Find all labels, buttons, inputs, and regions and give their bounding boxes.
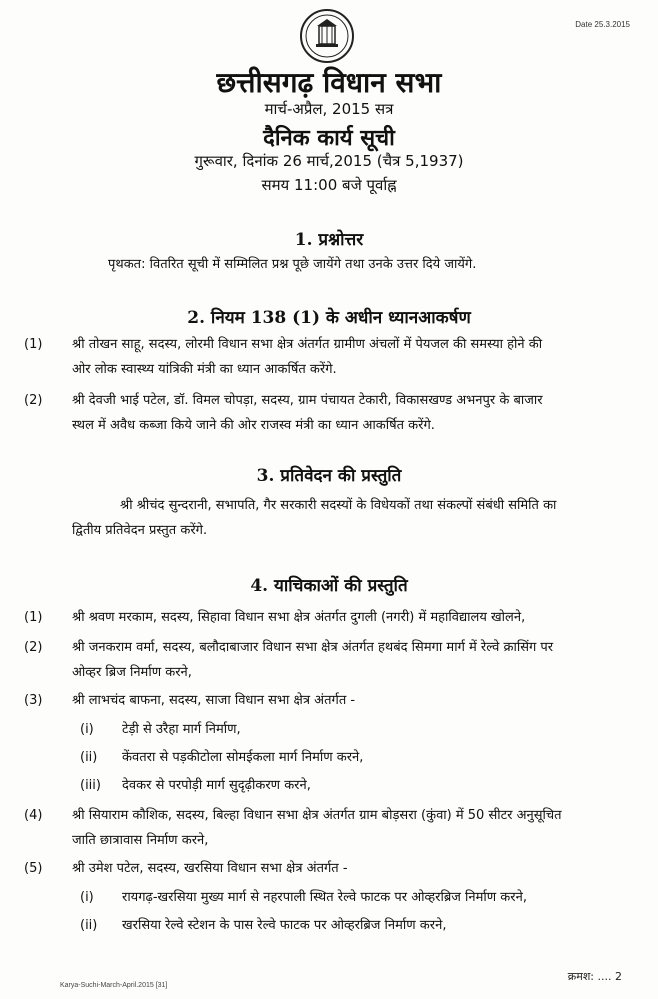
item-number: (1) bbox=[24, 610, 43, 625]
section-1-heading: 1. प्रश्नोत्तर bbox=[294, 230, 364, 250]
section-3-heading: 3. प्रतिवेदन की प्रस्तुति bbox=[256, 466, 402, 486]
list-item: श्री लाभचंद बाफना, सदस्य, साजा विधान सभा क्षेत्र अंतर्गत - bbox=[72, 693, 356, 708]
sub-item-number: (iii) bbox=[80, 778, 101, 793]
day-date: गुरूवार, दिनांक 26 मार्च,2015 (चैत्र 5,1937) bbox=[194, 152, 464, 170]
continued-label: क्रमश: .... 2 bbox=[567, 970, 622, 983]
sub-item: देवकर से परपोड़ी मार्ग सुदृढ़ीकरण करने, bbox=[122, 778, 311, 793]
section-4-heading: 4. याचिकाओं की प्रस्तुति bbox=[250, 576, 408, 596]
sub-item-number: (ii) bbox=[80, 750, 98, 765]
list-item: श्री श्रवण मरकाम, सदस्य, सिहावा विधान सभा क्षेत्र अंतर्गत दुगली (नगरी) में महाविद्यालय खोलने, bbox=[72, 610, 526, 625]
section-1-text: पृथकत: वितरित सूची में सम्मिलित प्रश्न पूछे जायेंगे तथा उनके उत्तर दिये जायेंगे. bbox=[108, 257, 477, 272]
list-item: श्री देवजी भाई पटेल, डॉ. विमल चोपड़ा, सदस्य, ग्राम पंचायत टेकारी, विकासखण्ड अभनपुर के बाजार स्थल में अवैध कब्जा किये जाने की ओर राजस्व मंत्री का ध्यान आकर्षित करेंगे. bbox=[72, 393, 543, 433]
item-number: (4) bbox=[24, 808, 43, 823]
file-reference: Karya-Suchi-March-April.2015 [31] bbox=[60, 982, 168, 989]
sub-item: रायगढ़-खरसिया मुख्य मार्ग से नहरपाली स्थित रेल्वे फाटक पर ओव्हरब्रिज निर्माण करने, bbox=[122, 890, 527, 905]
item-number: (5) bbox=[24, 861, 43, 876]
assembly-emblem-icon bbox=[299, 8, 355, 64]
item-number: (3) bbox=[24, 693, 43, 708]
section-3-text: श्री श्रीचंद सुन्दरानी, सभापति, गैर सरकारी सदस्यों के विधेयकों तथा संकल्पों संबंधी समिति का द्वितीय प्रतिवेदन प्रस्तुत करेंगे. bbox=[72, 498, 557, 538]
sub-item-number: (i) bbox=[80, 722, 94, 737]
list-item: श्री तोखन साहू, सदस्य, लोरमी विधान सभा क्षेत्र अंतर्गत ग्रामीण अंचलों में पेयजल की समस्या होने की ओर लोक स्वास्थ्य यांत्रिकी मंत्री का ध्यान आकर्षित करेंगे. bbox=[72, 337, 543, 377]
sub-item-number: (i) bbox=[80, 890, 94, 905]
item-number: (2) bbox=[24, 640, 43, 655]
list-item: श्री उमेश पटेल, सदस्य, खरसिया विधान सभा क्षेत्र अंतर्गत - bbox=[72, 861, 348, 876]
sitting-time: समय 11:00 बजे पूर्वाह्न bbox=[261, 176, 397, 194]
sub-item: टेड़ी से उरैहा मार्ग निर्माण, bbox=[122, 722, 241, 737]
sub-item: केंवतरा से पड़कीटोला सोमईकला मार्ग निर्माण करने, bbox=[122, 750, 364, 765]
document-date: Date 25.3.2015 bbox=[575, 20, 630, 29]
sub-item-number: (ii) bbox=[80, 918, 98, 933]
sub-item: खरसिया रेल्वे स्टेशन के पास रेल्वे फाटक पर ओव्हरब्रिज निर्माण करने, bbox=[122, 918, 447, 933]
session-label: मार्च-अप्रैल, 2015 सत्र bbox=[264, 100, 394, 118]
document-title: दैनिक कार्य सूची bbox=[263, 126, 395, 151]
item-number: (2) bbox=[24, 393, 43, 408]
item-number: (1) bbox=[24, 337, 43, 352]
section-2-heading: 2. नियम 138 (1) के अधीन ध्यानआकर्षण bbox=[187, 308, 471, 328]
assembly-title: छत्तीसगढ़ विधान सभा bbox=[216, 66, 442, 99]
list-item: श्री सियाराम कौशिक, सदस्य, बिल्हा विधान सभा क्षेत्र अंतर्गत ग्राम बोड़सरा (कुंवा) में 50 सीटर अनुसूचित जाति छात्रावास निर्माण करने, bbox=[72, 808, 562, 848]
list-item: श्री जनकराम वर्मा, सदस्य, बलौदाबाजार विधान सभा क्षेत्र अंतर्गत हथबंद सिमगा मार्ग में रेल्वे क्रासिंग पर ओव्हर ब्रिज निर्माण करने, bbox=[72, 640, 554, 680]
